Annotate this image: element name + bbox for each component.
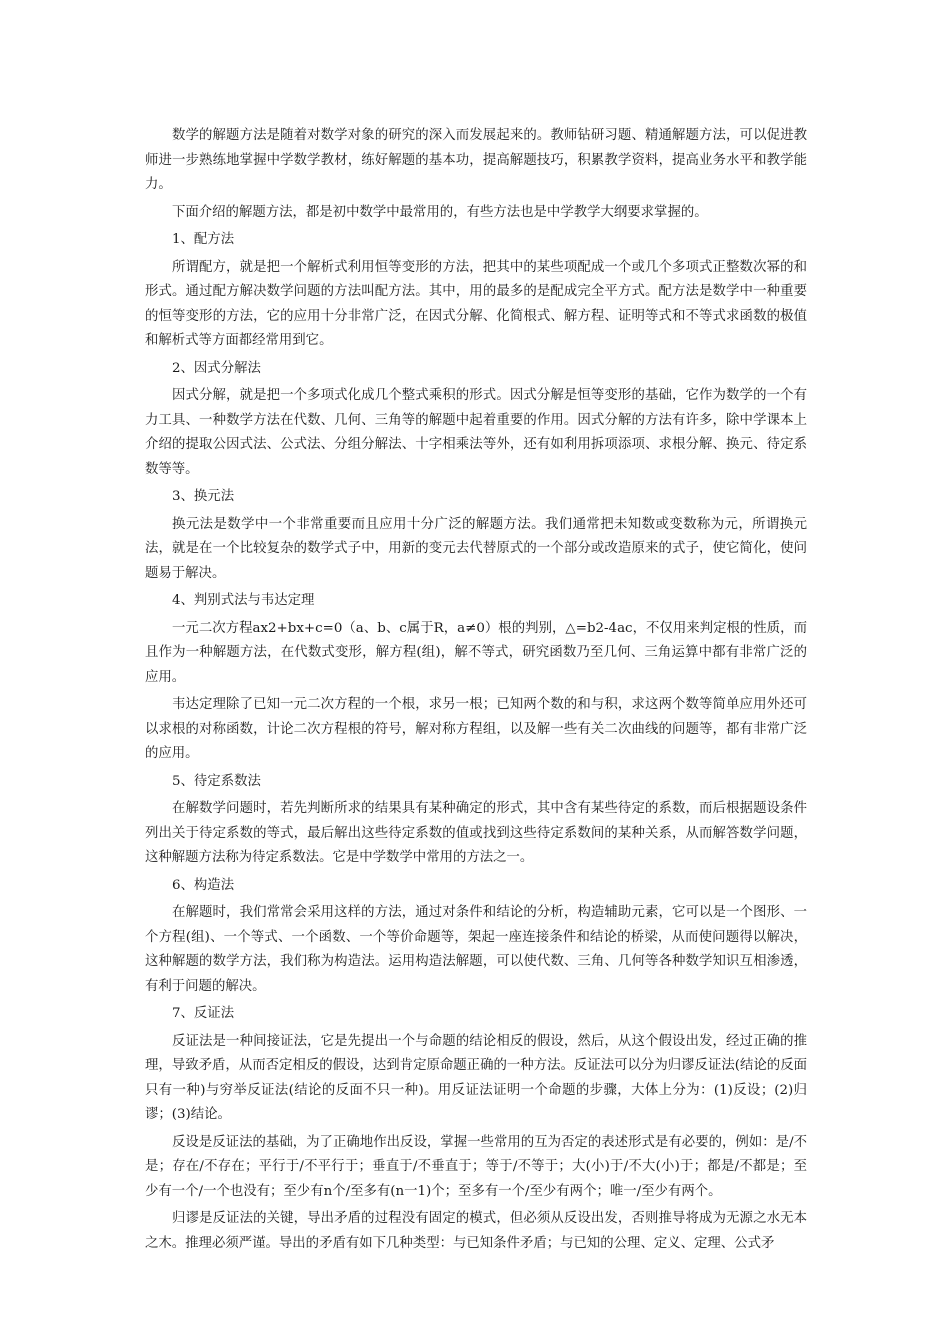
document-body [145,124,807,1259]
section-heading-1: 1、配方法 [172,232,235,247]
section-heading-5: 5、待定系数法 [172,773,261,789]
section-heading-7: 7、反证法 [172,1006,235,1021]
section-heading-6: 6、构造法 [172,877,235,893]
section-7-paragraph-2: 反设是反证法的基础，为了正确地作出反设，掌握一些常用的互为否定的表述形式是有必要的，例如：是/不是；存在/不存在；平行于/不平行于；垂直于/不垂直于；等于/不等于；大(小)于/不大(小)于；都是/不都是；至少有一个/一个也没有；至少有n个/至多有(n一1)个；至多有一个/至少有两个；唯一/至少有两个。 [145,1134,807,1199]
section-7-paragraph-1: 反证法是一种间接证法，它是先提出一个与命题的结论相反的假设，然后，从这个假设出发，经过正确的推理，导致矛盾，从而否定相反的假设，达到肯定原命题正确的一种方法。反证法可以分为归谬反证法(结论的反面只有一种)与穷举反证法(结论的反面不只一种)。用反证法证明一个命题的步骤，大体上分为：(1)反设；(2)归谬；(3)结论。 [145,1033,807,1122]
intro-paragraph-1: 数学的解题方法是随着对数学对象的研究的深入而发展起来的。教师钻研习题、精通解题方法，可以促进教师进一步熟练地掌握中学数学教材，练好解题的基本功，提高解题技巧，积累教学资料，提高业务水平和教学能力。 [145,128,807,192]
section-4-paragraph-2: 韦达定理除了已知一元二次方程的一个根，求另一根；已知两个数的和与积，求这两个数等简单应用外还可以求根的对称函数，计论二次方程根的符号，解对称方程组，以及解一些有关二次曲线的问题等，都有非常广泛的应用。 [145,697,807,761]
section-5-paragraph-1: 在解数学问题时，若先判断所求的结果具有某种确定的形式，其中含有某些待定的系数，而后根据题设条件列出关于待定系数的等式，最后解出这些待定系数的值或找到这些待定系数间的某种关系，从而解答数学问题，这种解题方法称为待定系数法。它是中学数学中常用的方法之一。 [145,801,807,865]
section-1-paragraph-1: 所谓配方，就是把一个解析式利用恒等变形的方法，把其中的某些项配成一个或几个多项式正整数次幂的和形式。通过配方解决数学问题的方法叫配方法。其中，用的最多的是配成完全平方式。配方法是数学中一种重要的恒等变形的方法，它的应用十分非常广泛，在因式分解、化简根式、解方程、证明等式和不等式求函数的极值和解析式等方面都经常用到它。 [145,259,807,348]
section-2-paragraph-1: 因式分解，就是把一个多项式化成几个整式乘积的形式。因式分解是恒等变形的基础，它作为数学的一个有力工具、一种数学方法在代数、几何、三角等的解题中起着重要的作用。因式分解的方法有许多，除中学课本上介绍的提取公因式法、公式法、分组分解法、十字相乘法等外，还有如利用拆项添项、求根分解、换元、待定系数等等。 [145,388,807,477]
section-4-paragraph-1: 一元二次方程ax2+bx+c=0（a、b、c属于R，a≠0）根的判别，△=b2-4ac，不仅用来判定根的性质，而且作为一种解题方法，在代数式变形，解方程(组)，解不等式，研究函数乃至几何、三角运算中都有非常广泛的应用。 [145,620,807,685]
section-3-paragraph-1: 换元法是数学中一个非常重要而且应用十分广泛的解题方法。我们通常把未知数或变数称为元，所谓换元法，就是在一个比较复杂的数学式子中，用新的变元去代替原式的一个部分或改造原来的式子，使它简化，使问题易于解决。 [145,516,807,581]
section-heading-4: 4、判别式法与韦达定理 [172,593,315,608]
section-heading-3: 3、换元法 [172,489,235,504]
section-7-paragraph-3: 归谬是反证法的关键，导出矛盾的过程没有固定的模式，但必须从反设出发，否则推导将成为无源之水无本之木。推理必须严谨。导出的矛盾有如下几种类型：与已知条件矛盾；与已知的公理、定义、定理、公式矛 [145,1211,807,1251]
intro-paragraph-2: 下面介绍的解题方法，都是初中数学中最常用的，有些方法也是中学教学大纲要求掌握的。 [172,204,708,220]
section-heading-2: 2、因式分解法 [172,360,261,376]
section-6-paragraph-1: 在解题时，我们常常会采用这样的方法，通过对条件和结论的分析，构造辅助元素，它可以是一个图形、一个方程(组)、一个等式、一个函数、一个等价命题等，架起一座连接条件和结论的桥梁，从而使问题得以解决，这种解题的数学方法，我们称为构造法。运用构造法解题，可以使代数、三角、几何等各种数学知识互相渗透，有利于问题的解决。 [145,905,807,994]
